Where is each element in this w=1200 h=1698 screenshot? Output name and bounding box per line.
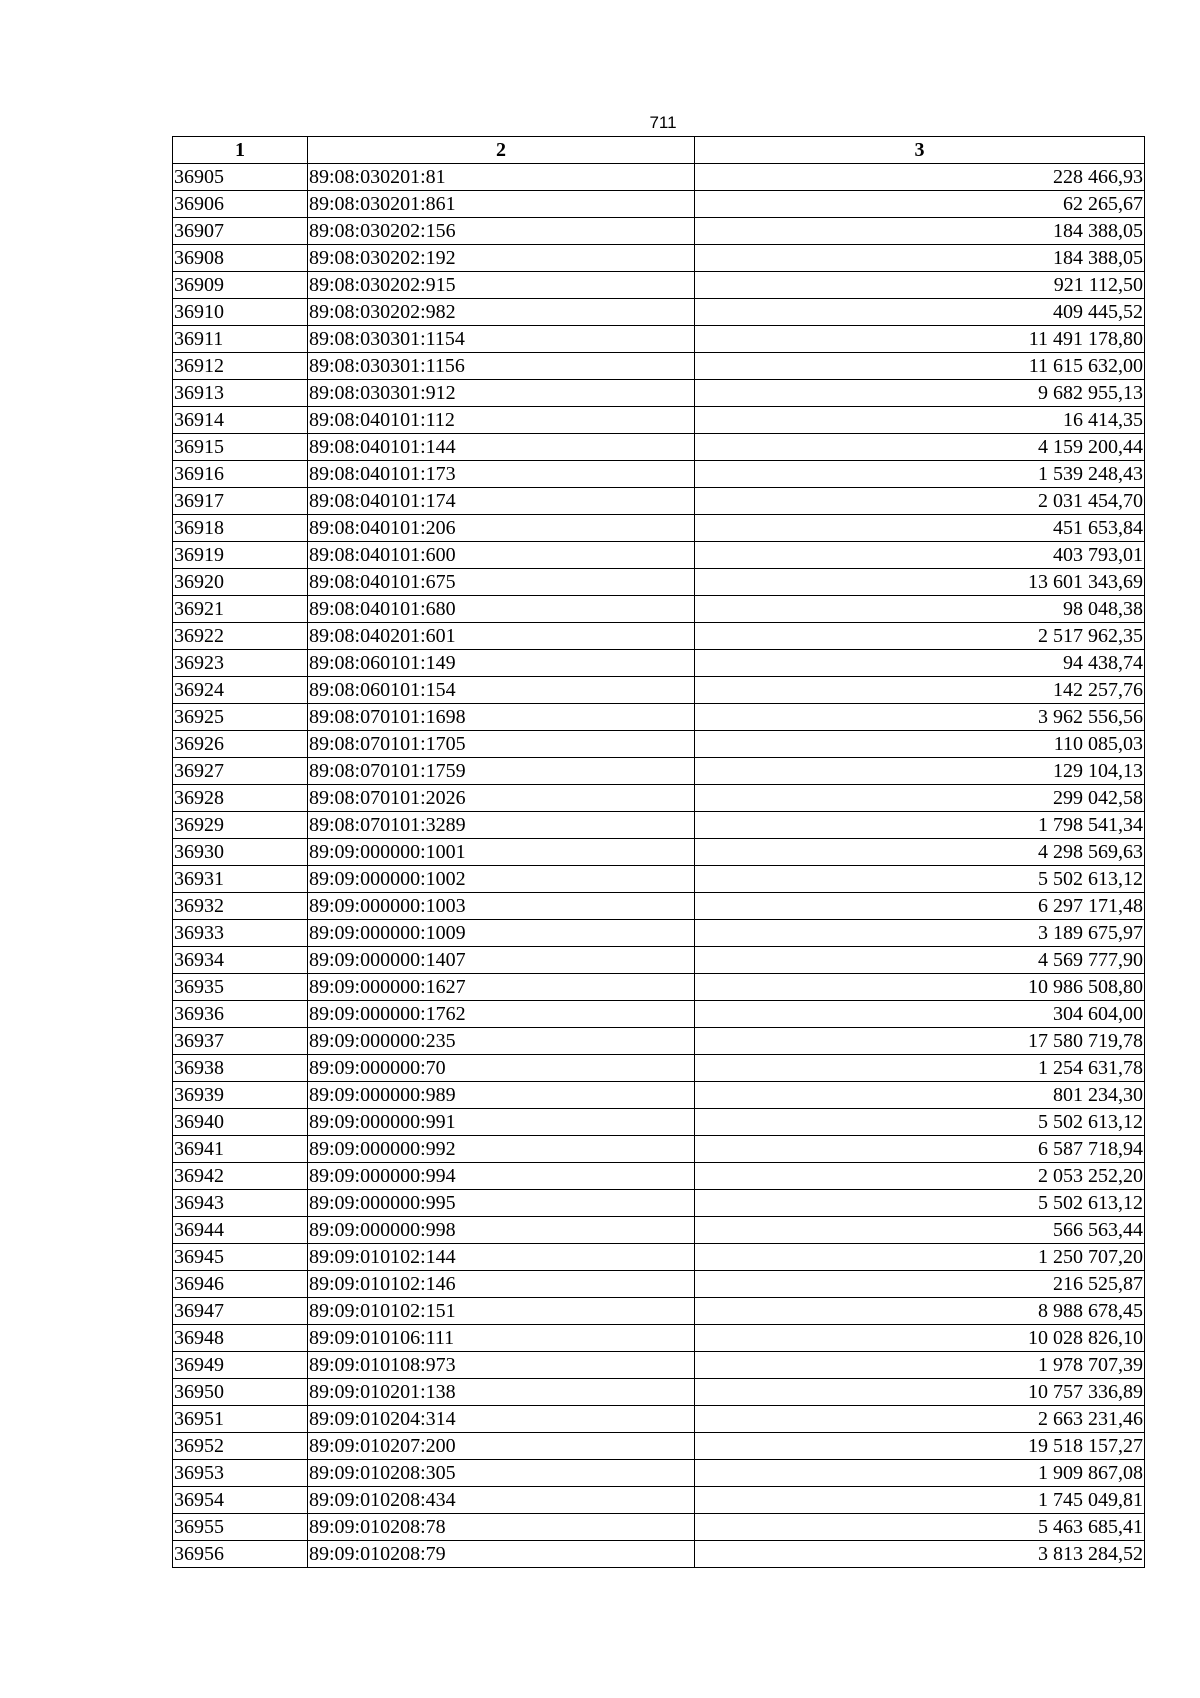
cadastral-number-cell: 89:09:010208:79 [308, 1541, 695, 1568]
row-number-cell: 36926 [173, 731, 308, 758]
table-row [173, 299, 1145, 326]
row-number-cell: 36956 [173, 1541, 308, 1568]
value-cell: 304 604,00 [695, 1001, 1145, 1028]
table-row [173, 407, 1145, 434]
value-cell: 110 085,03 [695, 731, 1145, 758]
value-cell: 1 539 248,43 [695, 461, 1145, 488]
table-row [173, 1271, 1145, 1298]
value-cell: 184 388,05 [695, 245, 1145, 272]
value-cell: 16 414,35 [695, 407, 1145, 434]
row-number-cell: 36917 [173, 488, 308, 515]
value-cell: 6 297 171,48 [695, 893, 1145, 920]
value-cell: 228 466,93 [695, 164, 1145, 191]
value-cell: 2 031 454,70 [695, 488, 1145, 515]
value-cell: 98 048,38 [695, 596, 1145, 623]
row-number-cell: 36944 [173, 1217, 308, 1244]
cadastral-number-cell: 89:09:000000:989 [308, 1082, 695, 1109]
value-cell: 129 104,13 [695, 758, 1145, 785]
table-header-row [173, 137, 1145, 164]
cadastral-number-cell: 89:09:010102:146 [308, 1271, 695, 1298]
value-cell: 5 463 685,41 [695, 1514, 1145, 1541]
value-cell: 13 601 343,69 [695, 569, 1145, 596]
row-number-cell: 36923 [173, 650, 308, 677]
column-header-2: 2 [308, 137, 695, 164]
value-cell: 184 388,05 [695, 218, 1145, 245]
cadastral-number-cell: 89:09:010207:200 [308, 1433, 695, 1460]
value-cell: 19 518 157,27 [695, 1433, 1145, 1460]
cadastral-number-cell: 89:08:040101:675 [308, 569, 695, 596]
table-body [173, 164, 1145, 1568]
table-row [173, 704, 1145, 731]
table-row [173, 1325, 1145, 1352]
cadastral-number-cell: 89:08:070101:1705 [308, 731, 695, 758]
cadastral-number-cell: 89:08:030202:192 [308, 245, 695, 272]
table-row [173, 380, 1145, 407]
table-row [173, 1217, 1145, 1244]
cadastral-number-cell: 89:09:010204:314 [308, 1406, 695, 1433]
table-row [173, 326, 1145, 353]
table-row [173, 893, 1145, 920]
value-cell: 9 682 955,13 [695, 380, 1145, 407]
table-row [173, 434, 1145, 461]
value-cell: 299 042,58 [695, 785, 1145, 812]
table-row [173, 488, 1145, 515]
value-cell: 566 563,44 [695, 1217, 1145, 1244]
cadastral-number-cell: 89:08:040101:680 [308, 596, 695, 623]
value-cell: 3 962 556,56 [695, 704, 1145, 731]
table-row [173, 1136, 1145, 1163]
row-number-cell: 36955 [173, 1514, 308, 1541]
value-cell: 216 525,87 [695, 1271, 1145, 1298]
row-number-cell: 36946 [173, 1271, 308, 1298]
row-number-cell: 36920 [173, 569, 308, 596]
value-cell: 2 053 252,20 [695, 1163, 1145, 1190]
value-cell: 11 491 178,80 [695, 326, 1145, 353]
row-number-cell: 36942 [173, 1163, 308, 1190]
row-number-cell: 36911 [173, 326, 308, 353]
value-cell: 2 663 231,46 [695, 1406, 1145, 1433]
value-cell: 409 445,52 [695, 299, 1145, 326]
cadastral-number-cell: 89:09:010102:144 [308, 1244, 695, 1271]
row-number-cell: 36952 [173, 1433, 308, 1460]
cadastral-number-cell: 89:08:040101:600 [308, 542, 695, 569]
row-number-cell: 36929 [173, 812, 308, 839]
value-cell: 17 580 719,78 [695, 1028, 1145, 1055]
table-row [173, 1190, 1145, 1217]
row-number-cell: 36907 [173, 218, 308, 245]
cadastral-number-cell: 89:09:010201:138 [308, 1379, 695, 1406]
cadastral-number-cell: 89:08:030301:1154 [308, 326, 695, 353]
row-number-cell: 36915 [173, 434, 308, 461]
table-row [173, 1352, 1145, 1379]
row-number-cell: 36940 [173, 1109, 308, 1136]
row-number-cell: 36930 [173, 839, 308, 866]
page-number: 711 [649, 113, 677, 132]
table-row [173, 866, 1145, 893]
table-row [173, 1460, 1145, 1487]
cadastral-number-cell: 89:09:010102:151 [308, 1298, 695, 1325]
cadastral-number-cell: 89:09:000000:1762 [308, 1001, 695, 1028]
table-row [173, 218, 1145, 245]
cadastral-number-cell: 89:09:000000:992 [308, 1136, 695, 1163]
row-number-cell: 36921 [173, 596, 308, 623]
value-cell: 62 265,67 [695, 191, 1145, 218]
value-cell: 1 745 049,81 [695, 1487, 1145, 1514]
row-number-cell: 36912 [173, 353, 308, 380]
cadastral-number-cell: 89:09:000000:991 [308, 1109, 695, 1136]
cadastral-number-cell: 89:09:000000:995 [308, 1190, 695, 1217]
row-number-cell: 36927 [173, 758, 308, 785]
value-cell: 10 028 826,10 [695, 1325, 1145, 1352]
value-cell: 4 569 777,90 [695, 947, 1145, 974]
row-number-cell: 36906 [173, 191, 308, 218]
row-number-cell: 36938 [173, 1055, 308, 1082]
cadastral-number-cell: 89:08:040101:112 [308, 407, 695, 434]
cadastral-number-cell: 89:09:000000:1407 [308, 947, 695, 974]
table-row [173, 1055, 1145, 1082]
value-cell: 403 793,01 [695, 542, 1145, 569]
cadastral-number-cell: 89:08:040101:144 [308, 434, 695, 461]
cadastral-number-cell: 89:09:000000:70 [308, 1055, 695, 1082]
table-row [173, 812, 1145, 839]
value-cell: 8 988 678,45 [695, 1298, 1145, 1325]
data-table [172, 136, 1145, 1568]
cadastral-number-cell: 89:09:010108:973 [308, 1352, 695, 1379]
row-number-cell: 36928 [173, 785, 308, 812]
table-row [173, 245, 1145, 272]
table-row [173, 623, 1145, 650]
value-cell: 142 257,76 [695, 677, 1145, 704]
row-number-cell: 36951 [173, 1406, 308, 1433]
table-row [173, 974, 1145, 1001]
value-cell: 1 798 541,34 [695, 812, 1145, 839]
row-number-cell: 36943 [173, 1190, 308, 1217]
value-cell: 3 189 675,97 [695, 920, 1145, 947]
row-number-cell: 36922 [173, 623, 308, 650]
table-row [173, 461, 1145, 488]
row-number-cell: 36909 [173, 272, 308, 299]
value-cell: 5 502 613,12 [695, 1190, 1145, 1217]
value-cell: 1 254 631,78 [695, 1055, 1145, 1082]
row-number-cell: 36954 [173, 1487, 308, 1514]
cadastral-number-cell: 89:09:000000:1001 [308, 839, 695, 866]
table-row [173, 839, 1145, 866]
cadastral-number-cell: 89:09:010208:78 [308, 1514, 695, 1541]
value-cell: 3 813 284,52 [695, 1541, 1145, 1568]
cadastral-number-cell: 89:08:030201:861 [308, 191, 695, 218]
cadastral-number-cell: 89:09:000000:1009 [308, 920, 695, 947]
table-row [173, 1514, 1145, 1541]
row-number-cell: 36935 [173, 974, 308, 1001]
table-row [173, 353, 1145, 380]
cadastral-number-cell: 89:08:040101:173 [308, 461, 695, 488]
table-row [173, 191, 1145, 218]
row-number-cell: 36914 [173, 407, 308, 434]
value-cell: 11 615 632,00 [695, 353, 1145, 380]
cadastral-number-cell: 89:08:070101:1698 [308, 704, 695, 731]
value-cell: 10 757 336,89 [695, 1379, 1145, 1406]
column-header-3: 3 [695, 137, 1145, 164]
value-cell: 5 502 613,12 [695, 1109, 1145, 1136]
row-number-cell: 36931 [173, 866, 308, 893]
row-number-cell: 36950 [173, 1379, 308, 1406]
table-row [173, 596, 1145, 623]
column-header-1: 1 [173, 137, 308, 164]
cadastral-number-cell: 89:08:040101:206 [308, 515, 695, 542]
value-cell: 4 298 569,63 [695, 839, 1145, 866]
cadastral-number-cell: 89:09:000000:1003 [308, 893, 695, 920]
cadastral-number-cell: 89:08:070101:1759 [308, 758, 695, 785]
row-number-cell: 36953 [173, 1460, 308, 1487]
table-row [173, 1082, 1145, 1109]
row-number-cell: 36941 [173, 1136, 308, 1163]
cadastral-number-cell: 89:09:000000:1627 [308, 974, 695, 1001]
cadastral-number-cell: 89:08:040101:174 [308, 488, 695, 515]
row-number-cell: 36937 [173, 1028, 308, 1055]
row-number-cell: 36934 [173, 947, 308, 974]
cadastral-number-cell: 89:08:040201:601 [308, 623, 695, 650]
value-cell: 10 986 508,80 [695, 974, 1145, 1001]
row-number-cell: 36916 [173, 461, 308, 488]
cadastral-number-cell: 89:08:060101:149 [308, 650, 695, 677]
row-number-cell: 36947 [173, 1298, 308, 1325]
value-cell: 6 587 718,94 [695, 1136, 1145, 1163]
table-row [173, 1298, 1145, 1325]
table-row [173, 1379, 1145, 1406]
cadastral-number-cell: 89:08:060101:154 [308, 677, 695, 704]
row-number-cell: 36936 [173, 1001, 308, 1028]
cadastral-number-cell: 89:08:030201:81 [308, 164, 695, 191]
value-cell: 1 250 707,20 [695, 1244, 1145, 1271]
table-row [173, 1001, 1145, 1028]
cadastral-number-cell: 89:08:030301:912 [308, 380, 695, 407]
table-row [173, 920, 1145, 947]
row-number-cell: 36918 [173, 515, 308, 542]
cadastral-number-cell: 89:09:010208:305 [308, 1460, 695, 1487]
cadastral-number-cell: 89:09:000000:235 [308, 1028, 695, 1055]
value-cell: 451 653,84 [695, 515, 1145, 542]
cadastral-number-cell: 89:09:000000:1002 [308, 866, 695, 893]
value-cell: 2 517 962,35 [695, 623, 1145, 650]
table-row [173, 1406, 1145, 1433]
row-number-cell: 36924 [173, 677, 308, 704]
value-cell: 921 112,50 [695, 272, 1145, 299]
table-row [173, 164, 1145, 191]
cadastral-number-cell: 89:08:030301:1156 [308, 353, 695, 380]
value-cell: 1 909 867,08 [695, 1460, 1145, 1487]
table-row [173, 542, 1145, 569]
cadastral-number-cell: 89:08:030202:982 [308, 299, 695, 326]
row-number-cell: 36905 [173, 164, 308, 191]
value-cell: 4 159 200,44 [695, 434, 1145, 461]
row-number-cell: 36908 [173, 245, 308, 272]
row-number-cell: 36939 [173, 1082, 308, 1109]
value-cell: 94 438,74 [695, 650, 1145, 677]
table-row [173, 947, 1145, 974]
cadastral-number-cell: 89:09:000000:994 [308, 1163, 695, 1190]
value-cell: 801 234,30 [695, 1082, 1145, 1109]
table-row [173, 785, 1145, 812]
row-number-cell: 36919 [173, 542, 308, 569]
row-number-cell: 36933 [173, 920, 308, 947]
cadastral-number-cell: 89:08:070101:3289 [308, 812, 695, 839]
cadastral-number-cell: 89:08:070101:2026 [308, 785, 695, 812]
cadastral-number-cell: 89:09:010208:434 [308, 1487, 695, 1514]
table-row [173, 1163, 1145, 1190]
row-number-cell: 36925 [173, 704, 308, 731]
row-number-cell: 36932 [173, 893, 308, 920]
table-row [173, 272, 1145, 299]
row-number-cell: 36948 [173, 1325, 308, 1352]
table-row [173, 569, 1145, 596]
table-row [173, 1433, 1145, 1460]
table-row [173, 758, 1145, 785]
cadastral-number-cell: 89:09:000000:998 [308, 1217, 695, 1244]
table-row [173, 731, 1145, 758]
table-row [173, 515, 1145, 542]
table-row [173, 1028, 1145, 1055]
value-cell: 1 978 707,39 [695, 1352, 1145, 1379]
value-cell: 5 502 613,12 [695, 866, 1145, 893]
row-number-cell: 36910 [173, 299, 308, 326]
table-row [173, 1244, 1145, 1271]
table-row [173, 677, 1145, 704]
table-row [173, 650, 1145, 677]
row-number-cell: 36945 [173, 1244, 308, 1271]
row-number-cell: 36949 [173, 1352, 308, 1379]
table-row [173, 1109, 1145, 1136]
cadastral-number-cell: 89:08:030202:915 [308, 272, 695, 299]
row-number-cell: 36913 [173, 380, 308, 407]
table-row [173, 1487, 1145, 1514]
cadastral-number-cell: 89:09:010106:111 [308, 1325, 695, 1352]
table-row [173, 1541, 1145, 1568]
cadastral-number-cell: 89:08:030202:156 [308, 218, 695, 245]
